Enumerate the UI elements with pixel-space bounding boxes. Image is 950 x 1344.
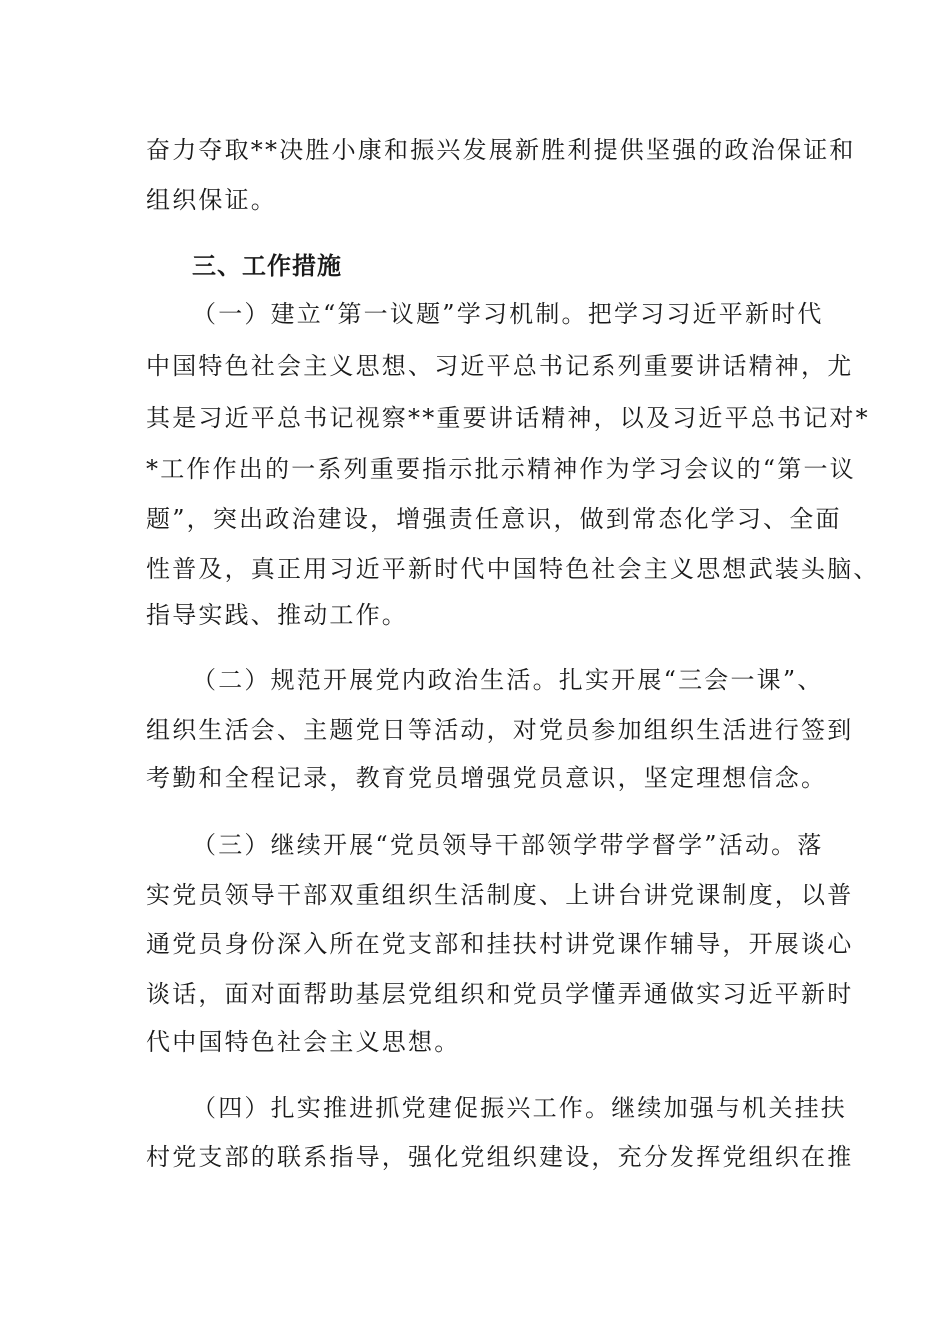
section-heading: 三、工作措施 — [192, 252, 342, 280]
measure-1-line: 题”，突出政治建设，增强责任意识，做到常态化学习、全面 — [146, 505, 842, 533]
measure-1-line: 其是习近平总书记视察**重要讲话精神，以及习近平总书记对* — [146, 404, 870, 432]
measure-1-line: 性普及，真正用习近平新时代中国特色社会主义思想武装头脑、 — [146, 555, 880, 583]
measure-3-line: 通党员身份深入所在党支部和挂扶村讲党课作辅导，开展谈心 — [146, 930, 854, 958]
measure-2-line: （二）规范开展党内政治生活。扎实开展“三会一课”、 — [192, 666, 824, 694]
measure-1-line: 中国特色社会主义思想、习近平总书记系列重要讲话精神，尤 — [146, 352, 854, 380]
measure-3-line: （三）继续开展“党员领导干部领学带学督学”活动。落 — [192, 831, 824, 859]
measure-4-line: （四）扎实推进抓党建促振兴工作。继续加强与机关挂扶 — [192, 1094, 847, 1122]
intro-line: 奋力夺取**决胜小康和振兴发展新胜利提供坚强的政治保证和 — [146, 136, 856, 164]
measure-3-line: 实党员领导干部双重组织生活制度、上讲台讲党课制度，以普 — [146, 881, 854, 909]
intro-line: 组织保证。 — [146, 186, 277, 214]
measure-1-line: *工作作出的一系列重要指示批示精神作为学习会议的“第一议 — [146, 455, 856, 483]
measure-1-line: 指导实践、推动工作。 — [146, 601, 408, 629]
measure-3-line: 谈话，面对面帮助基层党组织和党员学懂弄通做实习近平新时 — [146, 980, 854, 1008]
measure-2-line: 考勤和全程记录，教育党员增强党员意识，坚定理想信念。 — [146, 764, 828, 792]
measure-3-line: 代中国特色社会主义思想。 — [146, 1028, 461, 1056]
measure-1-line: （一）建立“第一议题”学习机制。把学习习近平新时代 — [192, 300, 824, 328]
measure-2-line: 组织生活会、主题党日等活动，对党员参加组织生活进行签到 — [146, 716, 854, 744]
measure-4-line: 村党支部的联系指导，强化党组织建设，充分发挥党组织在推 — [146, 1143, 854, 1171]
